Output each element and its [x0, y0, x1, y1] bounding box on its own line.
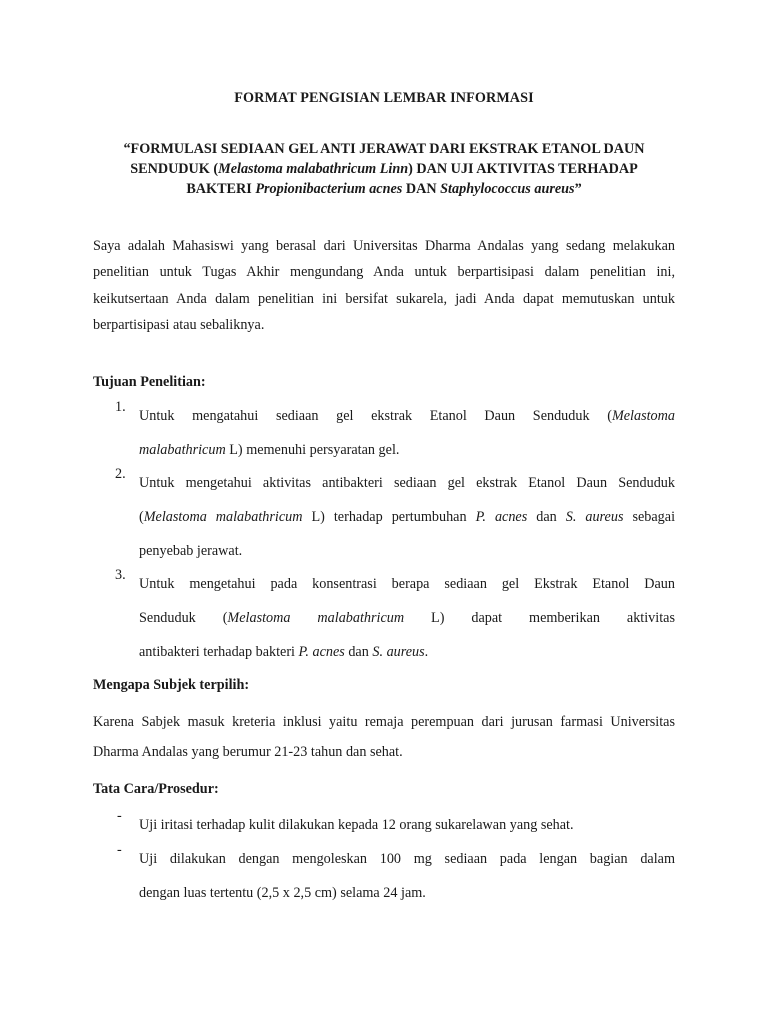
objective-1-species: Melastoma — [611, 408, 675, 424]
research-title-line1: “FORMULASI SEDIAAN GEL ANTI JERAWAT DARI EKSTRAK ETANOL DAUN — [123, 141, 645, 157]
procedure-1-line1: Uji iritasi terhadap kulit dilakukan kepada 12 orang sukarelawan yang sehat. — [139, 817, 574, 833]
objective-3-line2: Senduduk ( — [139, 610, 228, 626]
objective-2-line2: L) terhadap pertumbuhan — [302, 509, 476, 525]
procedure-text — [139, 808, 675, 842]
procedure-bullet: - — [117, 808, 122, 824]
objective-3-period: . — [424, 644, 429, 660]
objective-3-line3: antibakteri terhadap bakteri — [139, 644, 299, 660]
objective-2-species: Melastoma malabathricum — [143, 509, 303, 525]
objectives-heading: Tujuan Penelitian: — [93, 374, 206, 390]
objective-3-and: dan — [344, 644, 373, 660]
objective-1-line2: L) memenuhi persyaratan gel. — [225, 442, 400, 458]
objective-2-and: dan — [527, 509, 566, 525]
research-title-line2a: SENDUDUK ( — [130, 161, 219, 177]
procedure-bullet: - — [117, 842, 122, 858]
procedure-2-line2: dengan luas tertentu (2,5 x 2,5 cm) selama 24 jam. — [139, 885, 426, 901]
objective-2-bacteria2: S. aureus — [565, 509, 624, 525]
objective-text — [139, 399, 675, 467]
research-title-line2b: ) DAN UJI AKTIVITAS TERHADAP — [408, 161, 638, 177]
objective-2-line2-end: sebagai — [623, 509, 676, 525]
objective-number: 2. — [115, 466, 126, 482]
objective-3-species: Melastoma malabathricum — [227, 610, 405, 626]
research-title-bacteria2: Staphylococcus aureus — [440, 181, 575, 197]
objective-2-bacteria1: P. acnes — [475, 509, 528, 525]
objective-3-line1: Untuk mengetahui pada konsentrasi berapa sediaan gel Ekstrak Etanol Daun — [139, 576, 675, 592]
research-title-species: Melastoma malabathricum Linn — [218, 161, 409, 177]
document-title: FORMAT PENGISIAN LEMBAR INFORMASI — [234, 90, 534, 106]
objective-3-bacteria1: P. acnes — [298, 644, 345, 660]
research-title-line3c: ” — [574, 181, 582, 197]
objective-2-paren: ( — [139, 509, 144, 525]
procedure-text — [139, 842, 675, 910]
objective-number: 1. — [115, 399, 126, 415]
objective-text — [139, 567, 675, 669]
research-title-bacteria1: Propionibacterium acnes — [255, 181, 403, 197]
objective-number: 3. — [115, 567, 126, 583]
objective-2-line3: penyebab jerawat. — [139, 543, 243, 559]
subject-heading: Mengapa Subjek terpilih: — [93, 677, 250, 693]
objective-1-species-cont: malabathricum — [139, 442, 226, 458]
research-title-line3b: DAN — [402, 181, 441, 197]
research-title-line3a: BAKTERI — [186, 181, 256, 197]
objective-text — [139, 466, 675, 568]
objective-3-line2-end: L) dapat memberikan aktivitas — [404, 610, 675, 626]
objective-2-line1: Untuk mengetahui aktivitas antibakteri sediaan gel ekstrak Etanol Daun Senduduk — [139, 475, 675, 491]
procedure-heading: Tata Cara/Prosedur: — [93, 781, 219, 797]
objective-1-line1: Untuk mengatahui sediaan gel ekstrak Etanol Daun Senduduk ( — [139, 408, 612, 424]
objective-3-bacteria2: S. aureus — [372, 644, 425, 660]
subject-paragraph: Karena Sabjek masuk kreteria inklusi yaitu remaja perempuan dari jurusan farmasi Universitas Dharma Andalas yang berumur 21-23 tahun dan sehat. — [93, 714, 675, 760]
research-title — [92, 139, 676, 199]
procedure-2-line1: Uji dilakukan dengan mengoleskan 100 mg sediaan pada lengan bagian dalam — [139, 851, 675, 867]
intro-paragraph: Saya adalah Mahasiswi yang berasal dari Universitas Dharma Andalas yang sedang melakukan penelitian untuk Tugas Akhir mengundang Anda untuk berpartisipasi dalam penelitian ini, keikutsertaan Anda dalam penelitian ini bersifat sukarela, jadi Anda dapat memutuskan untuk berpartisipasi atau sebaliknya. — [93, 238, 675, 333]
